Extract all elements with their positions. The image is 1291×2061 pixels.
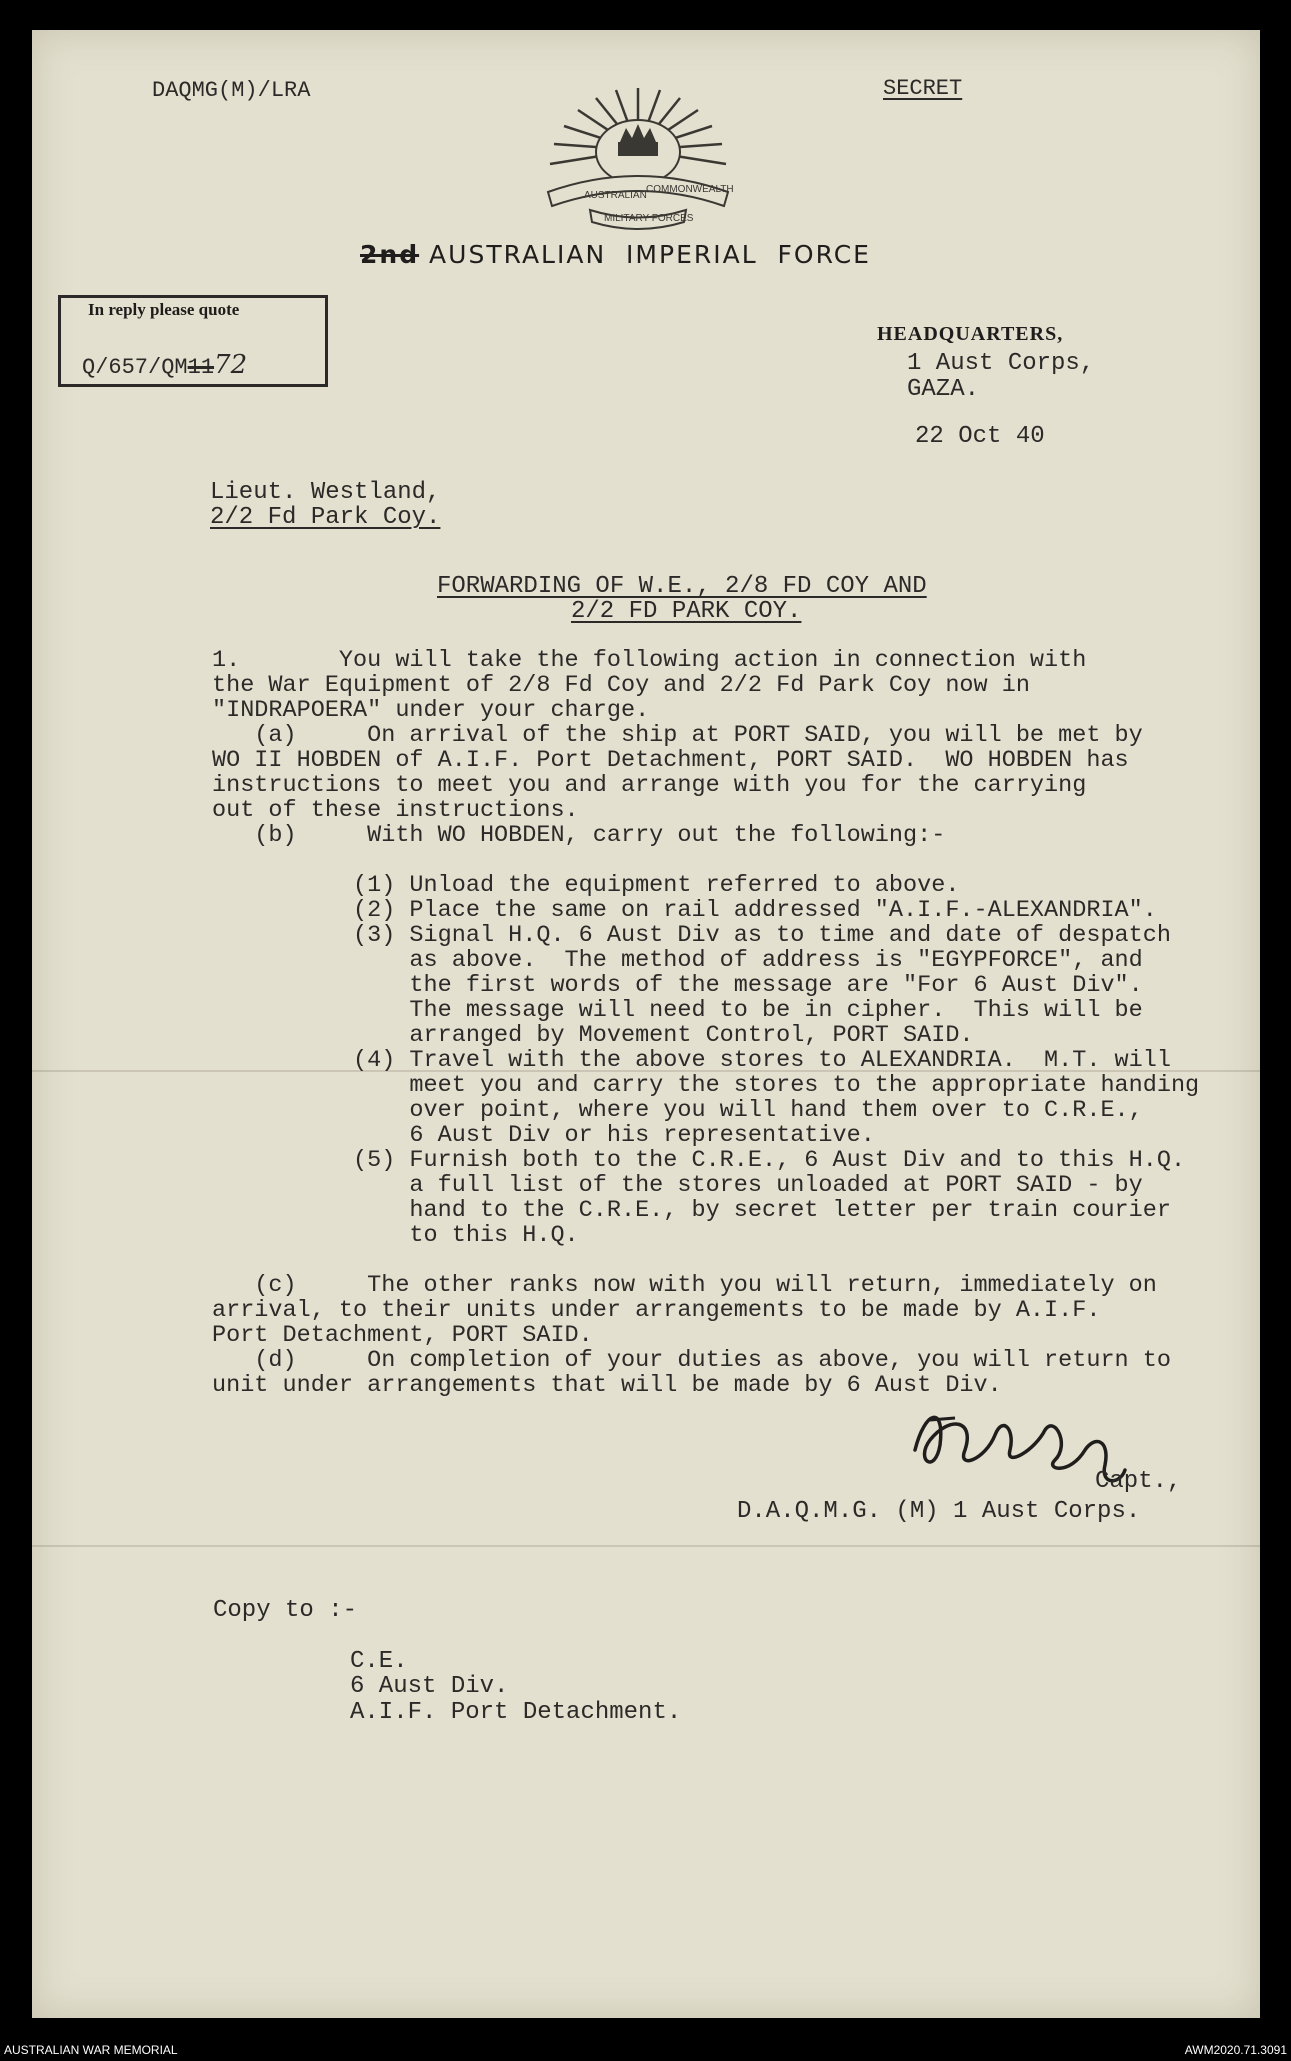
classification-marking: SECRET — [883, 76, 963, 101]
body-line: the War Equipment of 2/8 Fd Coy and 2/2 Fd Park Coy now in — [212, 672, 1030, 699]
subject-line-2: 2/2 FD PARK COY. — [571, 598, 802, 625]
letter-body — [212, 648, 1199, 1398]
signatory-rank: Capt., — [1095, 1468, 1182, 1495]
file-reference: DAQMG(M)/LRA — [152, 78, 311, 103]
headquarters-label: HEADQUARTERS, — [877, 323, 1064, 345]
body-line: (4) Travel with the above stores to ALEXANDRIA. M.T. will — [212, 1047, 1171, 1074]
body-line: to this H.Q. — [212, 1222, 579, 1249]
rising-sun-badge-icon — [528, 80, 748, 230]
copy-recipient: A.I.F. Port Detachment. — [350, 1699, 682, 1726]
subject-line-1: FORWARDING OF W.E., 2/8 FD COY AND — [437, 573, 927, 600]
body-line: unit under arrangements that will be made by 6 Aust Div. — [212, 1372, 1002, 1399]
recipient-name: Lieut. Westland, — [210, 479, 441, 506]
body-line: a full list of the stores unloaded at PORT SAID - by — [212, 1172, 1143, 1199]
body-line — [212, 848, 1199, 873]
address-line-1: 1 Aust Corps, — [907, 350, 1095, 377]
body-line: (1) Unload the equipment referred to above. — [212, 872, 960, 899]
body-line: (a) On arrival of the ship at PORT SAID, you will be met by — [212, 722, 1143, 749]
archive-credit: AUSTRALIAN WAR MEMORIAL — [4, 2043, 178, 2057]
body-line: over point, where you will hand them over to C.R.E., — [212, 1097, 1143, 1124]
body-line: (b) With WO HOBDEN, carry out the following:- — [212, 822, 946, 849]
body-line: as above. The method of address is "EGYPFORCE", and — [212, 947, 1143, 974]
archive-id: AWM2020.71.3091 — [1184, 2043, 1287, 2057]
body-line: (2) Place the same on rail addressed "A.I.F.-ALEXANDRIA". — [212, 897, 1157, 924]
crest-text-bottom: MILITARY FORCES — [604, 213, 694, 224]
body-line: the first words of the message are "For 6 Aust Div". — [212, 972, 1143, 999]
letter-date: 22 Oct 40 — [915, 423, 1045, 450]
body-line: (d) On completion of your duties as above, you will return to — [212, 1347, 1171, 1374]
body-line: arranged by Movement Control, PORT SAID. — [212, 1022, 974, 1049]
body-line: instructions to meet you and arrange with you for the carrying — [212, 772, 1087, 799]
body-line: 6 Aust Div or his representative. — [212, 1122, 875, 1149]
body-line: arrival, to their units under arrangements to be made by A.I.F. — [212, 1297, 1101, 1324]
copy-to-label: Copy to :- — [213, 1597, 358, 1624]
signatory-title: D.A.Q.M.G. (M) 1 Aust Corps. — [737, 1498, 1141, 1525]
body-line: hand to the C.R.E., by secret letter per train courier — [212, 1197, 1171, 1224]
recipient-unit: 2/2 Fd Park Coy. — [210, 504, 441, 531]
body-line — [212, 1248, 1199, 1273]
body-line: 1. You will take the following action in connection with — [212, 647, 1087, 674]
reply-quote-number: Q/657/QM1172 — [82, 350, 248, 380]
body-line: (3) Signal H.Q. 6 Aust Div as to time and date of despatch — [212, 922, 1171, 949]
body-line: out of these instructions. — [212, 797, 579, 824]
body-line: WO II HOBDEN of A.I.F. Port Detachment, PORT SAID. WO HOBDEN has — [212, 747, 1129, 774]
fold-line — [32, 1545, 1260, 1547]
letterhead-title-text: AUSTRALIAN IMPERIAL FORCE — [429, 240, 871, 269]
crest-text-top: AUSTRALIAN — [584, 190, 647, 201]
struck-prefix: 2nd — [360, 240, 420, 269]
letterhead-title — [360, 240, 871, 269]
body-line: (c) The other ranks now with you will return, immediately on — [212, 1272, 1157, 1299]
body-line: meet you and carry the stores to the appropriate handing — [212, 1072, 1200, 1099]
body-line: "INDRAPOERA" under your charge. — [212, 697, 650, 724]
crest-text-right: COMMONWEALTH — [646, 184, 734, 195]
body-line: (5) Furnish both to the C.R.E., 6 Aust Div and to this H.Q. — [212, 1147, 1186, 1174]
address-line-2: GAZA. — [907, 376, 980, 403]
body-line: The message will need to be in cipher. This will be — [212, 997, 1143, 1024]
reply-box-caption: In reply please quote — [88, 300, 240, 319]
copy-recipient: C.E. — [350, 1648, 408, 1675]
body-line: Port Detachment, PORT SAID. — [212, 1322, 593, 1349]
copy-recipient: 6 Aust Div. — [350, 1673, 509, 1700]
